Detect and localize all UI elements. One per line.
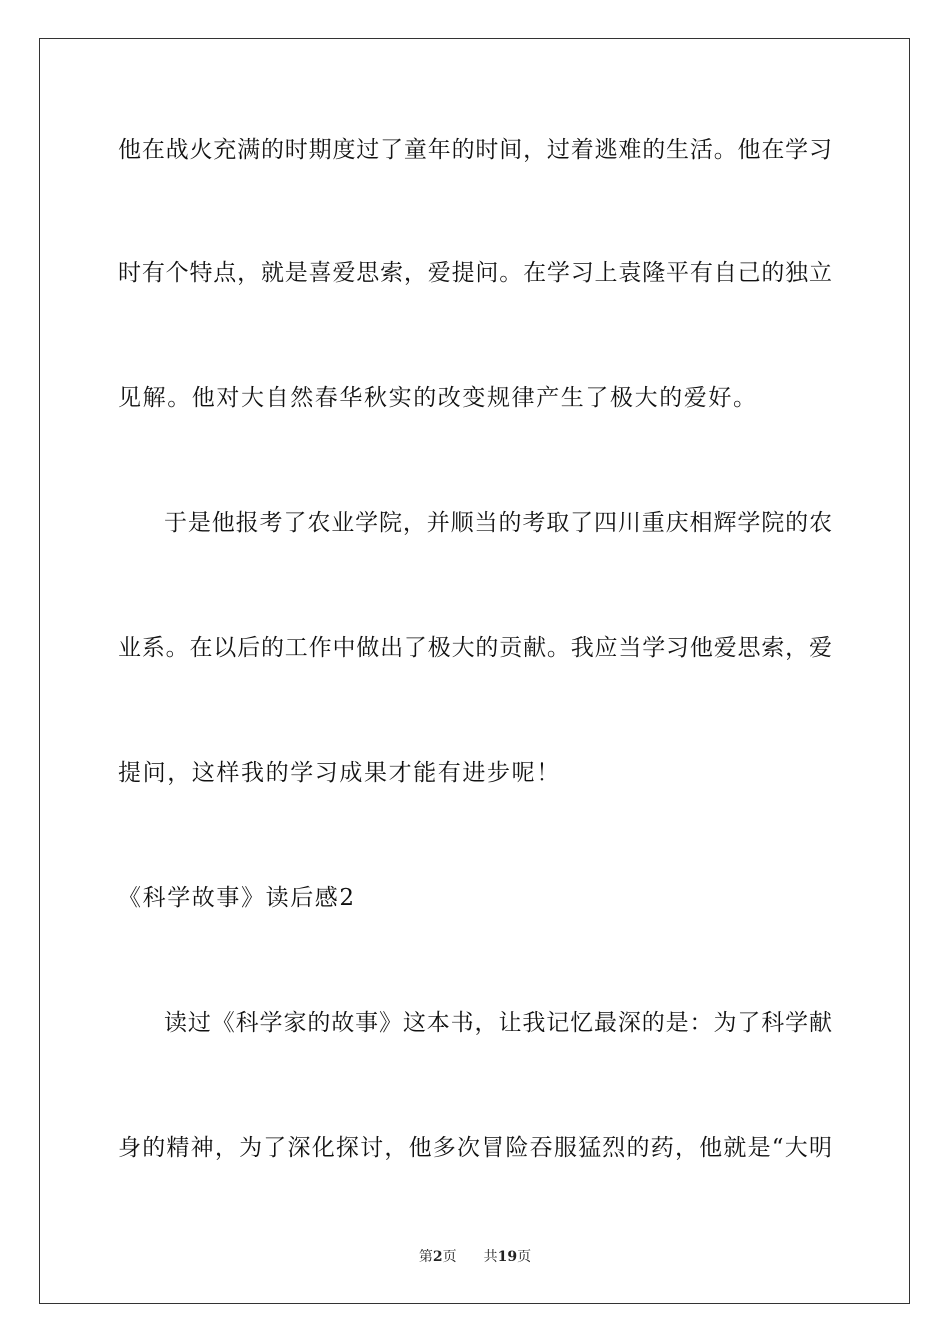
body-line-4: 于是他报考了农业学院，并顺当的考取了四川重庆相辉学院的农 [164,510,832,536]
footer-page-number: 2 [432,1249,443,1265]
footer-page-prefix: 第 [418,1249,433,1265]
body-line-6: 提问，这样我的学习成果才能有进步呢！ [118,760,561,786]
footer-total-suffix: 页 [517,1249,532,1265]
body-line-7: 读过《科学家的故事》这本书，让我记忆最深的是：为了科学献 [164,1010,832,1036]
footer-page-suffix: 页 [442,1249,457,1265]
body-line-2: 时有个特点，就是喜爱思索，爱提问。在学习上袁隆平有自己的独立 [118,260,832,286]
section-heading: 《科学故事》读后感2 [118,885,356,911]
body-line-8: 身的精神，为了深化探讨，他多次冒险吞服猛烈的药，他就是“大明 [118,1135,832,1161]
page-border [39,38,910,1304]
body-line-1: 他在战火充满的时期度过了童年的时间，过着逃难的生活。他在学习 [118,137,832,163]
page-footer [0,1248,950,1266]
footer-total-number: 19 [497,1249,518,1265]
body-line-5: 业系。在以后的工作中做出了极大的贡献。我应当学习他爱思索，爱 [118,635,832,661]
footer-total-prefix: 共 [483,1249,498,1265]
body-line-3: 见解。他对大自然春华秋实的改变规律产生了极大的爱好。 [118,385,758,411]
